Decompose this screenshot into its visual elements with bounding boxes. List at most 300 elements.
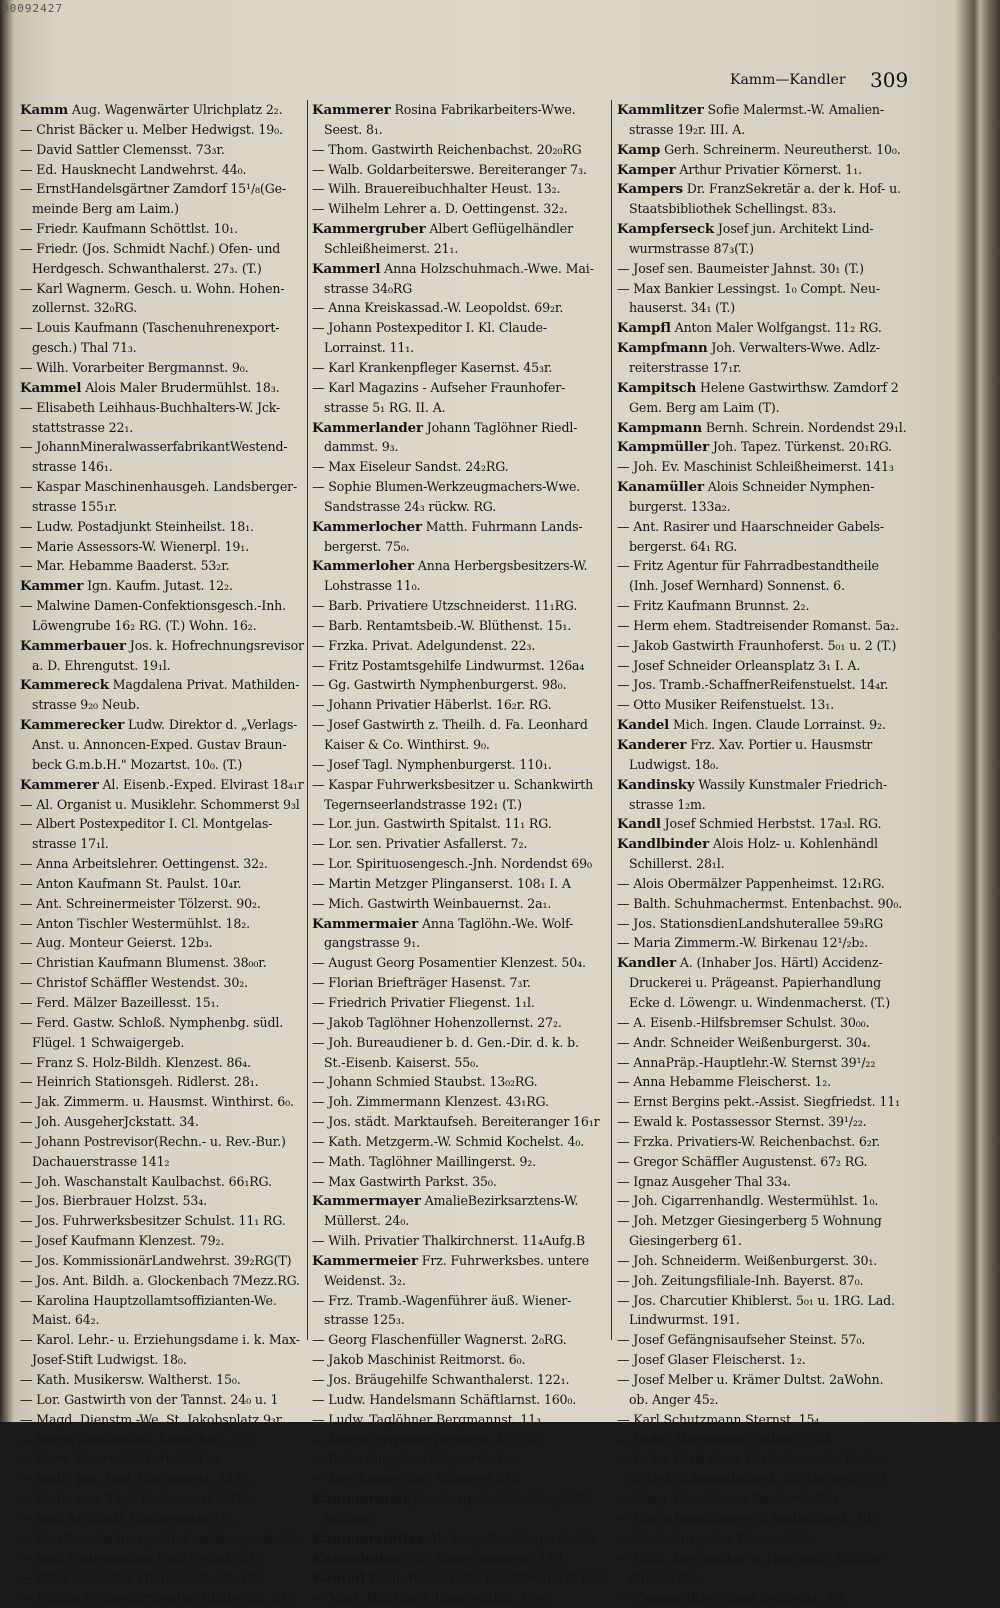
directory-entry-line xyxy=(617,120,954,140)
directory-entry-head xyxy=(617,160,954,180)
directory-entry-line xyxy=(20,1072,302,1092)
entry-text: — Alois Obermälzer Pappenheimst. 12₁RG. xyxy=(617,875,885,891)
directory-entry-line xyxy=(312,239,607,259)
directory-entry-head xyxy=(312,1191,607,1211)
entry-text: — Jos. Tramb.-SchaffnerReifenstuelst. 14₄r. xyxy=(617,677,889,693)
directory-entry-line xyxy=(20,418,302,438)
directory-entry-head xyxy=(20,715,302,735)
entry-text: — Fritz Agentur für Fahrradbestandtheile xyxy=(617,558,879,574)
surname-heading: Kandel xyxy=(617,717,670,734)
entry-text: — Al. Organist u. Musiklehr. Schommerst 9₃l xyxy=(20,796,300,812)
entry-text: — Peter Ausgeher Wagnerst. 4₃r. xyxy=(312,1451,517,1467)
directory-entry-line xyxy=(20,1350,302,1370)
directory-entry-head xyxy=(20,675,302,695)
entry-text: Magdalena Privat. Mathilden- xyxy=(108,677,300,693)
directory-column-2 xyxy=(312,100,609,1606)
entry-text: — Jos. StationsdienLandshuterallee 59₃RG xyxy=(617,915,884,931)
entry-text: gesch.) Thal 71₃. xyxy=(32,340,137,356)
entry-text: — Friedrich Privatier Fliegenst. 1₁l. xyxy=(312,994,535,1010)
entry-text: stattstrasse 22₁. xyxy=(32,419,134,435)
entry-text: Kasp. Wagenputz. Landsbergerst 155₁ xyxy=(365,1570,609,1586)
directory-entry-line xyxy=(617,1033,954,1053)
directory-entry-line xyxy=(20,537,302,557)
entry-text: Mittelg. xyxy=(324,1510,374,1526)
directory-entry-line xyxy=(312,894,607,914)
directory-entry-line xyxy=(617,1390,954,1410)
entry-text: Anst. u. Annoncen-Exped. Gustav Braun- xyxy=(32,737,287,752)
directory-entry-line xyxy=(617,1588,954,1608)
entry-text: — Friedr. (Jos. Schmidt Nachf.) Ofen- und xyxy=(20,240,281,256)
entry-text: Alois Holz- u. Kohlenhändl xyxy=(708,836,878,852)
entry-text: — Frzka. Privat. Adelgundenst. 22₃. xyxy=(312,637,536,653)
entry-text: Jos. AusgeherSchellingst 38₁ xyxy=(409,1491,594,1507)
entry-text: — Andr. Schneider Weißenburgerst. 30₄. xyxy=(617,1034,871,1050)
surname-heading: Kammerer xyxy=(312,102,391,118)
directory-entry-line xyxy=(617,1449,954,1469)
directory-entry-line xyxy=(312,537,607,557)
entry-text: — Joh. AusgeherJckstatt. 34. xyxy=(20,1114,199,1130)
directory-entry-line xyxy=(20,140,302,160)
entry-text: — Josef Glaser Fleischerst. 1₂. xyxy=(617,1352,806,1368)
entry-text: — Gg. Gastwirth Nymphenburgerst. 98₀. xyxy=(312,677,567,693)
directory-entry-line xyxy=(312,160,607,180)
entry-text: — Joh. Zeitungsfiliale-Inh. Bayerst. 87₀. xyxy=(617,1272,864,1288)
directory-entry-head xyxy=(617,140,954,160)
directory-entry-line xyxy=(20,298,302,318)
directory-entry-line xyxy=(312,120,607,140)
entry-text: — Joh. Zimmermann Klenzest. 43₁RG. xyxy=(312,1094,549,1110)
directory-entry-head xyxy=(617,179,954,199)
directory-entry-line xyxy=(20,596,302,616)
directory-entry-line xyxy=(312,1013,607,1033)
directory-entry-line xyxy=(312,1390,607,1410)
directory-entry-line xyxy=(20,795,302,815)
directory-column-1 xyxy=(20,100,304,1606)
entry-text: — Georg Flaschenfüller Wagnerst. 2₀RG. xyxy=(312,1332,567,1348)
directory-entry-line xyxy=(312,1410,607,1430)
entry-text: — David Sattler Clemensst. 73₃r. xyxy=(20,141,225,157)
entry-text: — Wilh. Vorarbeiter Bergmannst. 9₀. xyxy=(20,359,249,375)
entry-text: meinde Berg am Laim.) xyxy=(32,201,179,217)
directory-entry-line xyxy=(312,1112,607,1132)
directory-entry-head xyxy=(617,219,954,239)
entry-text: Druckerei u. Prägeanst. Papierhandlung xyxy=(629,975,882,991)
directory-entry-line xyxy=(312,318,607,338)
entry-text: — Karolina Hauptzollamtsoffizianten-We. xyxy=(20,1292,277,1308)
directory-entry-line xyxy=(312,1291,607,1311)
directory-entry-line xyxy=(617,894,954,914)
entry-text: — Math. sen. Tagl. Dachauerst. 149₁. xyxy=(20,1491,253,1507)
directory-entry-line xyxy=(20,1469,302,1489)
directory-entry-head xyxy=(617,437,954,457)
entry-text: — Maria Kuttlers-We. Albrechtst. 37₂. xyxy=(20,1431,255,1447)
entry-text: Müllerst. 24₀. xyxy=(324,1213,410,1229)
surname-heading: Kamml xyxy=(312,1570,365,1587)
entry-text: — Thom. Gastwirth Reichenbachst. 20₂₀RG xyxy=(312,141,582,157)
directory-entry-head xyxy=(312,259,607,279)
entry-text: — Ernst Bergins pekt.-Assist. Siegfriedst. 11₁ xyxy=(617,1094,900,1110)
directory-entry-line xyxy=(20,933,302,953)
surname-heading: Kandler xyxy=(617,955,677,972)
directory-entry-head xyxy=(312,517,607,537)
directory-entry-line xyxy=(20,1330,302,1350)
directory-entry-line xyxy=(312,1271,607,1291)
entry-text: — Magd. Dienstm.-We. St. Jakobsplatz 9₃r xyxy=(20,1411,282,1427)
directory-entry-line xyxy=(20,556,302,576)
directory-entry-line xyxy=(20,1390,302,1410)
directory-entry-line xyxy=(312,993,607,1013)
directory-entry-line xyxy=(312,656,607,676)
directory-entry-head xyxy=(20,775,302,795)
directory-entry-line xyxy=(20,1588,302,1608)
entry-text: — Jos. Ant. Bildh. a. Glockenbach 7Mezz.RG. xyxy=(20,1272,300,1288)
directory-entry-line xyxy=(312,874,607,894)
entry-text: — Ludw. Postadjunkt Steinheilst. 18₁. xyxy=(20,518,254,534)
entry-text: — Jak. Zimmerm. u. Hausmst. Winthirst. 6₀. xyxy=(20,1094,294,1110)
directory-entry-head xyxy=(617,715,954,735)
directory-entry-line xyxy=(312,636,607,656)
entry-text: — Kath. Musikersw. Waltherst. 15₀. xyxy=(20,1372,241,1387)
directory-entry-head xyxy=(312,914,607,934)
directory-entry-line xyxy=(617,1310,954,1330)
entry-text: Joh. Säger Senserst. 12₁l. xyxy=(403,1550,567,1566)
entry-text: Anna Taglöhn.-We. Wolf- xyxy=(418,915,574,931)
entry-text: — Lor. jun. Gastwirth Spitalst. 11₁ RG. xyxy=(312,816,552,832)
directory-entry-line xyxy=(312,1231,607,1251)
entry-text: — Fritz Kaufmann Brunnst. 2₂. xyxy=(617,598,810,614)
directory-entry-line xyxy=(20,279,302,299)
entry-text: Anna Holzschuhmach.-Wwe. Mai- xyxy=(380,260,594,276)
directory-entry-line xyxy=(312,497,607,517)
entry-text: Jos. k. Hofrechnungsrevisor xyxy=(125,637,304,653)
directory-entry-line xyxy=(20,1529,302,1549)
entry-text: — Jos. KommissionärLandwehrst. 39₂RG(T) xyxy=(20,1252,292,1268)
entry-text: — Math. Taglöhner Maillingerst. 9₂. xyxy=(312,1153,536,1169)
directory-entry-line xyxy=(20,477,302,497)
entry-text: — Malwine Damen-Confektionsgesch.-Inh. xyxy=(20,598,286,614)
directory-entry-line xyxy=(20,735,302,755)
entry-text: — Math. jun. Tagl. Dachauerst. 149₁. xyxy=(20,1471,251,1487)
surname-heading: Kammel xyxy=(20,379,82,396)
directory-entry-line xyxy=(312,1330,607,1350)
surname-heading: Kamp xyxy=(617,141,661,158)
directory-entry-line xyxy=(312,1072,607,1092)
entry-text: — MaxEisenbahnexpedit. Landsbergerst 12₂ xyxy=(20,1530,299,1546)
entry-text: — Philipp Schneidermeister Adalbertst. 21₃. xyxy=(20,1590,297,1606)
directory-entry-line xyxy=(617,279,954,299)
entry-text: — Max Gastwirth Parkst. 35₀. xyxy=(312,1173,497,1189)
directory-entry-line xyxy=(312,279,607,299)
directory-entry-line xyxy=(20,1013,302,1033)
entry-text: Johann Taglöhner Riedl- xyxy=(422,419,578,435)
directory-entry-line xyxy=(312,596,607,616)
entry-text: — August Georg Posamentier Klenzest. 50₄. xyxy=(312,955,586,971)
directory-entry-line xyxy=(20,1370,302,1390)
entry-text: — Ludw. Portrait- u. Historienmaler Wohn. xyxy=(617,1451,884,1467)
entry-text: — Ludw. Taglöhner Bergmannst. 11₃. xyxy=(312,1411,545,1427)
entry-text: — Ant. Schreinermeister Tölzerst. 90₂. xyxy=(20,895,261,911)
directory-entry-head xyxy=(20,576,302,596)
entry-text: Joh. Verwalters-Wwe. Adlz- xyxy=(707,340,880,356)
entry-text: — Joh. Bureaudiener b. d. Gen.-Dir. d. k. b. xyxy=(312,1034,579,1050)
entry-text: — Josef Tagl. Nymphenburgerst. 110₁. xyxy=(312,756,552,772)
entry-text: — Johann Postexpeditor I. Kl. Claude- xyxy=(312,320,547,336)
entry-text: — Thomas Briefträger Sonnenst. 5₃r. xyxy=(617,1590,848,1606)
entry-text: Giesingerberg 61. xyxy=(629,1233,742,1249)
surname-heading: Kammer xyxy=(20,578,84,595)
entry-text: — Marie Assessors-W. Wienerpl. 19₁. xyxy=(20,538,249,554)
entry-text: wurmstrasse 87₃(T.) xyxy=(629,240,754,256)
surname-heading: Kampfl xyxy=(617,320,671,337)
directory-entry-line xyxy=(312,1350,607,1370)
directory-entry-line xyxy=(617,1568,954,1588)
directory-entry-line xyxy=(20,993,302,1013)
directory-entry-head xyxy=(312,418,607,438)
entry-text: zollernst. 32₀RG. xyxy=(32,300,138,316)
running-head: Kamm—Kandler xyxy=(730,72,846,88)
entry-text: — Karl Magazins - Aufseher Fraunhofer- xyxy=(312,379,566,395)
entry-text: Schleißheimerst. 21₁. xyxy=(324,240,459,256)
directory-entry-line xyxy=(20,953,302,973)
surname-heading: Kampers xyxy=(617,181,683,198)
directory-entry-line xyxy=(617,1191,954,1211)
entry-text: Wassily Kunstmaler Friedrich- xyxy=(694,776,888,792)
directory-entry-line xyxy=(617,298,954,318)
directory-entry-line xyxy=(312,854,607,874)
directory-entry-line xyxy=(312,775,607,795)
directory-entry-head xyxy=(312,1529,607,1549)
entry-text: — Ludw. Handelsmann Schäftlarnst. 160₀. xyxy=(312,1391,577,1407)
entry-text: — Ludw. Magazinier Göthest. 25₄l. xyxy=(617,1431,834,1447)
directory-entry-line xyxy=(312,1588,607,1608)
entry-text: gangstrasse 9₁. xyxy=(324,935,420,951)
directory-entry-line xyxy=(20,854,302,874)
directory-entry-head xyxy=(617,338,954,358)
directory-entry-line xyxy=(20,695,302,715)
entry-text: Anna Herbergsbesitzers-W. xyxy=(413,558,588,574)
entry-text: — Ed. Hausknecht Landwehrst. 44₀. xyxy=(20,161,247,177)
directory-entry-line xyxy=(20,199,302,219)
entry-text: strasse 34₀RG xyxy=(324,280,413,296)
entry-text: — Max Bankier Lessingst. 1₀ Compt. Neu- xyxy=(617,280,880,296)
directory-entry-line xyxy=(617,874,954,894)
entry-text: bergerst. 75₀. xyxy=(324,538,410,554)
entry-text: Anton Maler Wolfgangst. 11₂ RG. xyxy=(670,320,882,336)
directory-entry-line xyxy=(617,537,954,557)
entry-text: — Karl Schutzmann Sternst. 15₄. xyxy=(617,1411,824,1427)
entry-text: — Max Architekt Rindermarkt 19₂. xyxy=(20,1510,238,1526)
entry-text: Helene Gastwirthsw. Zamdorf 2 xyxy=(696,379,899,395)
scan-id-label: 00092427 xyxy=(2,2,63,15)
entry-text: — Joh. Cigarrenhandlg. Westermühlst. 1₀. xyxy=(617,1193,879,1209)
directory-entry-line xyxy=(20,1568,302,1588)
entry-text: — Jakob Maschinist Reitmorst. 6₀. xyxy=(312,1352,526,1368)
surname-heading: Kammermaier xyxy=(312,915,419,932)
directory-entry-line xyxy=(20,1033,302,1053)
entry-text: Lindwurmst. 191. xyxy=(629,1312,740,1328)
entry-text: Ludwigst. 18₀. xyxy=(629,756,719,772)
directory-entry-head xyxy=(617,100,954,120)
directory-entry-line xyxy=(617,1489,954,1509)
entry-text: strasse 9₂₀ Neub. xyxy=(32,697,140,713)
entry-text: — Wilh. Brauereibuchhalter Heust. 13₂. xyxy=(312,181,561,197)
entry-text: Alois Maler Brudermühlst. 18₃. xyxy=(81,379,280,395)
directory-entry-line xyxy=(20,1489,302,1509)
directory-entry-line xyxy=(617,636,954,656)
directory-entry-line xyxy=(312,973,607,993)
surname-heading: Kammhuber xyxy=(312,1550,404,1567)
directory-entry-line xyxy=(312,378,607,398)
entry-text: — JohannMineralwasserfabrikantWestend- xyxy=(20,439,288,455)
entry-text: — Christ Bäcker u. Melber Hedwigst. 19₀. xyxy=(20,121,283,137)
directory-entry-line xyxy=(617,1430,954,1450)
entry-text: — Maria Zimmerm.-W. Birkenau 12¹/₂b₂. xyxy=(617,935,869,951)
entry-text: — Frzka. Privatiers-W. Reichenbachst. 6₂r. xyxy=(617,1133,880,1149)
directory-entry-line xyxy=(617,1330,954,1350)
entry-text: Ludw. Direktor d. „Verlags- xyxy=(124,717,298,733)
surname-heading: Kammermayer xyxy=(312,1193,421,1210)
directory-entry-line xyxy=(617,1370,954,1390)
directory-entry-line xyxy=(312,834,607,854)
entry-text: — Mart. Hausmstr. Jägerwirthst. 15₀₀. xyxy=(312,1590,550,1606)
entry-text: — Balth. Schuhmachermst. Entenbachst. 90₀. xyxy=(617,895,903,911)
directory-entry-line xyxy=(617,656,954,676)
directory-entry-line xyxy=(312,1430,607,1450)
surname-heading: Kanamüller xyxy=(617,479,704,496)
entry-text: Gem. Berg am Laim (T). xyxy=(629,399,780,415)
directory-entry-line xyxy=(617,1132,954,1152)
directory-entry-line xyxy=(617,795,954,815)
surname-heading: Kammermeir xyxy=(312,1491,410,1508)
surname-heading: Kamm xyxy=(20,102,69,118)
directory-entry-line xyxy=(20,179,302,199)
directory-entry-head xyxy=(312,1251,607,1271)
directory-entry-line xyxy=(617,1072,954,1092)
surname-heading: Kammerstetter xyxy=(312,1530,425,1547)
entry-text: — AnnaPräp.-Hauptlehr.-W. Sternst 39¹/₂₂ xyxy=(617,1054,876,1070)
surname-heading: Kanderer xyxy=(617,737,687,753)
entry-text: — Herm ehem. Stadtreisender Romanst. 5a₂. xyxy=(617,617,899,633)
entry-text: Rosina Fabrikarbeiters-Wwe. xyxy=(390,102,576,117)
entry-text: — Jos. Bierbrauer Holzst. 53₄. xyxy=(20,1193,207,1209)
entry-text: — Joh. Schneiderm. Weißenburgerst. 30₁. xyxy=(617,1252,878,1268)
directory-entry-head xyxy=(617,953,954,973)
directory-entry-line xyxy=(312,1172,607,1192)
entry-text: Seest. 8₁. xyxy=(324,121,383,137)
directory-entry-line xyxy=(617,1291,954,1311)
directory-entry-line xyxy=(20,1132,302,1152)
entry-text: Josef Schmied Herbstst. 17a₃l. RG. xyxy=(660,816,882,832)
entry-text: — Marg. Conditorsw. Baaderst. 72₄. xyxy=(617,1491,842,1507)
entry-text: — Kaspar Fuhrwerksbesitzer u. Schankwirth xyxy=(312,776,594,792)
directory-entry-line xyxy=(312,437,607,457)
entry-text: — Heinrich Stationsgeh. Ridlerst. 28₁. xyxy=(20,1074,259,1090)
entry-text: Sofie Malermst.-W. Amalien- xyxy=(703,102,884,117)
entry-text: — Ignaz Ausgeher Thal 33₄. xyxy=(617,1173,791,1189)
entry-text: hauserst. 34₁ (T.) xyxy=(629,300,735,316)
entry-text: — Otto Musiker Reifenstuelst. 13₁. xyxy=(617,697,835,713)
entry-text: strasse 17₁l. xyxy=(32,836,109,852)
directory-entry-line xyxy=(20,1430,302,1450)
entry-text: St.-Eisenb. Kaiserst. 55₀. xyxy=(324,1054,479,1070)
entry-text: — Anna Kreiskassad.-W. Leopoldst. 69₂r. xyxy=(312,300,564,316)
directory-entry-head xyxy=(20,636,302,656)
entry-text: — Karl Wagnerm. Gesch. u. Wohn. Hohen- xyxy=(20,280,285,296)
entry-text: Al. Ausg. Senblingerst. 55₄. xyxy=(424,1530,600,1546)
directory-entry-line xyxy=(312,576,607,596)
entry-text: — Kaspar Maschinenhausgeh. Landsberger- xyxy=(20,479,298,495)
directory-entry-line xyxy=(20,517,302,537)
page-number: 309 xyxy=(870,68,909,92)
directory-entry-line xyxy=(20,437,302,457)
surname-heading: Kammergruber xyxy=(312,221,426,238)
directory-entry-line xyxy=(617,973,954,993)
entry-text: — Josef Gefängnisaufseher Steinst. 57₀. xyxy=(617,1332,866,1348)
entry-text: — Lor. Gastwirth von der Tannst. 24₀ u. 1 xyxy=(20,1391,279,1407)
entry-text: — Joh. Ev. Maschinist Schleißheimerst. 141₃ xyxy=(617,459,894,475)
entry-text: Tegernseerlandstrasse 192₁ (T.) xyxy=(324,796,522,812)
surname-heading: Kampferseck xyxy=(617,221,715,238)
surname-heading: Kandl xyxy=(617,816,661,833)
entry-text: — Albert Postexpeditor I. Cl. Montgelas- xyxy=(20,816,273,832)
directory-entry-line xyxy=(617,239,954,259)
directory-entry-line xyxy=(617,596,954,616)
directory-entry-line xyxy=(312,616,607,636)
surname-heading: Kammlitzer xyxy=(617,102,704,118)
column-rule xyxy=(611,100,612,1340)
directory-entry-line xyxy=(312,477,607,497)
entry-text: Weidenst. 3₂. xyxy=(324,1272,406,1288)
entry-text: — Max Eiseleur Sandst. 24₂RG. xyxy=(312,459,509,475)
entry-text: — Mich. Gastwirth Weinbauernst. 2a₁. xyxy=(312,895,552,911)
directory-entry-line xyxy=(312,1310,607,1330)
column-rule xyxy=(307,100,308,1340)
directory-entry-line xyxy=(617,1529,954,1549)
directory-entry-line xyxy=(312,953,607,973)
entry-text: — Anton Tischler Westermühlst. 18₂. xyxy=(20,915,251,931)
directory-entry-line xyxy=(312,933,607,953)
entry-text: Staatsbibliothek Schellingst. 83₃. xyxy=(629,201,837,217)
directory-entry-line xyxy=(20,160,302,180)
entry-text: — Christian Kaufmann Blumenst. 38₀₀r. xyxy=(20,955,267,971)
entry-text: — Elisabeth Leihhaus-Buchhalters-W. Jck- xyxy=(20,399,281,415)
entry-text: Mich. Ingen. Claude Lorrainst. 9₂. xyxy=(669,717,886,733)
directory-entry-line xyxy=(312,338,607,358)
directory-entry-head xyxy=(312,1568,607,1588)
directory-entry-line xyxy=(617,1172,954,1192)
directory-entry-line xyxy=(312,1152,607,1172)
directory-entry-line xyxy=(312,1449,607,1469)
entry-text: — Mart. Maurer Volkartst. 51₃m. xyxy=(20,1451,226,1467)
entry-text: — Kath. Metzgerm.-W. Schmid Kochelst. 4₀. xyxy=(312,1133,585,1149)
directory-entry-line xyxy=(617,1092,954,1112)
directory-entry-line xyxy=(20,497,302,517)
entry-text: — Josef sen. Baumeister Jahnst. 30₁ (T.) xyxy=(617,260,864,276)
directory-entry-line xyxy=(20,398,302,418)
entry-text: AmalieBezirksarztens-W. xyxy=(420,1193,579,1209)
directory-entry-line xyxy=(617,1013,954,1033)
entry-text: Bernh. Schrein. Nordendst 29₁l. xyxy=(701,419,907,435)
directory-entry-line xyxy=(20,894,302,914)
directory-entry-line xyxy=(617,616,954,636)
directory-entry-line xyxy=(20,1231,302,1251)
directory-entry-head xyxy=(617,378,954,398)
surname-heading: Kammerloher xyxy=(312,558,414,575)
entry-text: — Johann Postrevisor(Rechn.- u. Rev.-Bur.) xyxy=(20,1133,286,1149)
surname-heading: Kampmann xyxy=(617,419,702,436)
entry-text: — Jakob Gastwirth Fraunhoferst. 5₀₁ u. 2 (T.) xyxy=(617,637,897,653)
directory-entry-line xyxy=(617,1350,954,1370)
